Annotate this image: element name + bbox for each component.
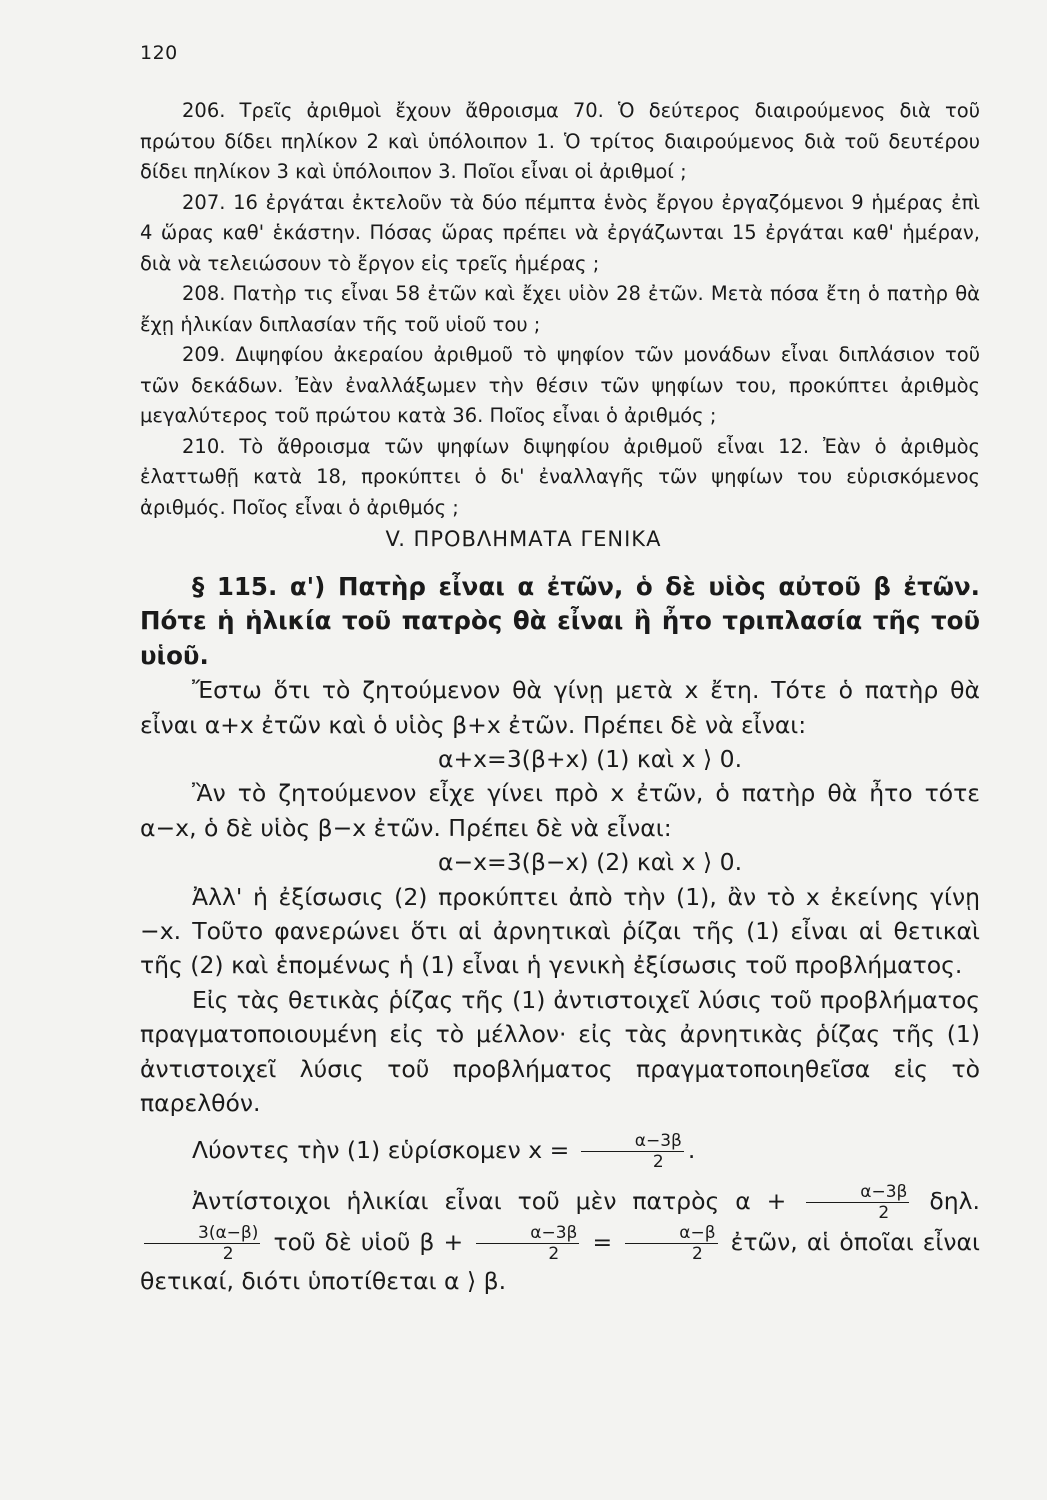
fraction-numerator: α−3β — [476, 1223, 579, 1244]
equation-2: α−x=3(β−x) (2) καὶ x ⟩ 0. — [437, 848, 743, 877]
exercise-207: 207. 16 ἐργάται ἐκτελοῦν τὰ δύο πέμπτα ἑνὸς ἔργου ἐργαζόμενοι 9 ἡμέρας ἐπὶ 4 ὥρας καθ' ἑκάστην. Πόσας ὥρας πρέπει νὰ ἐργάζωνται 15 ἐργάται καθ' ἡμέραν, διὰ νὰ τελειώσουν τὸ ἔργον εἰς τρεῖς ἡμέρας ; — [140, 190, 980, 275]
father-fraction — [806, 1182, 909, 1223]
ages-paragraph — [140, 1182, 980, 1298]
page-number: 120 — [140, 42, 178, 64]
ages-text-father: Ἀντίστοιχοι ἡλικίαι εἶναι τοῦ μὲν πατρὸς α + — [192, 1186, 787, 1215]
chapter-heading: V. ΠΡΟΒΛΗΜΑΤΑ ΓΕΝΙΚΑ — [385, 527, 662, 551]
ages-text-conclusion: ἐτῶν, αἱ ὁποῖαι εἶναι θετικαί, διότι ὑποτίθεται α ⟩ β. — [140, 1227, 980, 1295]
solution-text: Λύοντες τὴν (1) εὑρίσκομεν x = — [192, 1135, 570, 1164]
paragraph-general-equation: Ἀλλ' ἡ ἐξίσωσις (2) προκύπτει ἀπὸ τὴν (1), ἂν τὸ x ἐκείνης γίνῃ −x. Τοῦτο φανερώνει ὅτι αἱ ἀρνητικαὶ ῥίζαι τῆς (1) εἶναι αἱ θετικαὶ τῆς (2) καὶ ἑπομένως ἡ (1) εἶναι ἡ γενικὴ ἐξίσωσις τοῦ προβλήματος. — [140, 882, 980, 980]
fraction-denominator: 2 — [652, 1151, 664, 1172]
exercise-list — [140, 96, 980, 523]
paragraph-past: Ἂν τὸ ζητούμενον εἶχε γίνει πρὸ x ἐτῶν, ὁ πατὴρ θὰ ἦτο τότε α−x, ὁ δὲ υἱὸς β−x ἐτῶν. Πρέπει δὲ νὰ εἶναι: — [140, 779, 980, 842]
exercise-209: 209. Διψηφίου ἀκεραίου ἀριθμοῦ τὸ ψηφίον τῶν μονάδων εἶναι διπλάσιον τοῦ τῶν δεκάδων. Ἐὰν ἐναλλάξωμεν τὴν θέσιν τῶν ψηφίων του, προκύπτει ἀριθμὸς μεγαλύτερος τοῦ πρώτου κατὰ 36. Ποῖος εἶναι ὁ ἀριθμός ; — [140, 343, 980, 427]
son-age-fraction — [625, 1223, 717, 1264]
section-title: § 115. α') Πατὴρ εἶναι α ἐτῶν, ὁ δὲ υἱὸς αὐτοῦ β ἐτῶν. Πότε ἡ ἡλικία τοῦ πατρὸς θὰ εἶναι ἢ ἦτο τριπλασία τῆς τοῦ υἱοῦ. — [140, 572, 980, 670]
son-fraction — [476, 1223, 579, 1264]
fraction-denominator: 2 — [878, 1202, 890, 1223]
equals-sign: = — [592, 1227, 613, 1256]
fraction-numerator: α−3β — [806, 1182, 909, 1203]
exercise-208: 208. Πατὴρ τις εἶναι 58 ἐτῶν καὶ ἔχει υἱὸν 28 ἐτῶν. Μετὰ πόσα ἔτη ὁ πατὴρ θὰ ἔχῃ ἡλικίαν διπλασίαν τῆς τοῦ υἱοῦ του ; — [140, 282, 980, 336]
solution-fraction — [581, 1131, 684, 1172]
fraction-numerator: α−3β — [581, 1131, 684, 1152]
paragraph-roots: Εἰς τὰς θετικὰς ῥίζας τῆς (1) ἀντιστοιχεῖ λύσις τοῦ προβλήματος πραγματοποιουμένη εἰς τὸ μέλλον· εἰς τὰς ἀρνητικὰς ῥίζας τῆς (1) ἀντιστοιχεῖ λύσις τοῦ προβλήματος πραγματοποιηθεῖσα εἰς τὸ παρελθόν. — [140, 985, 980, 1118]
fraction-denominator: 2 — [691, 1243, 703, 1264]
fraction-denominator: 2 — [548, 1243, 560, 1264]
solution-line — [140, 1131, 980, 1172]
ages-text-son: τοῦ δὲ υἱοῦ β + — [273, 1227, 464, 1256]
fraction-numerator: 3(α−β) — [144, 1223, 260, 1244]
solution-end: . — [687, 1135, 696, 1164]
exercise-210: 210. Τὸ ἄθροισμα τῶν ψηφίων διψηφίου ἀριθμοῦ εἶναι 12. Ἐὰν ὁ ἀριθμὸς ἐλαττωθῇ κατὰ 18, προκύπτει ὁ δι' ἐναλλαγῆς τῶν ψηφίων του εὑρισκόμενος ἀριθμός. Ποῖος εἶναι ὁ ἀριθμός ; — [140, 434, 980, 519]
fraction-denominator: 2 — [222, 1243, 234, 1264]
paragraph-future: Ἔστω ὅτι τὸ ζητούμενον θὰ γίνῃ μετὰ x ἔτη. Τότε ὁ πατὴρ θὰ εἶναι α+x ἐτῶν καὶ ὁ υἱὸς β+x ἐτῶν. Πρέπει δὲ νὰ εἶναι: — [140, 676, 980, 739]
fraction-numerator: α−β — [625, 1223, 717, 1244]
equation-1: α+x=3(β+x) (1) καὶ x ⟩ 0. — [437, 745, 743, 774]
exercise-206: 206. Τρεῖς ἀριθμοὶ ἔχουν ἄθροισμα 70. Ὁ δεύτερος διαιρούμενος διὰ τοῦ πρώτου δίδει πηλίκον 2 καὶ ὑπόλοιπον 1. Ὁ τρίτος διαιρούμενος διὰ τοῦ δευτέρου δίδει πηλίκον 3 καὶ ὑπόλοιπον 3. Ποῖοι εἶναι οἱ ἀριθμοί ; — [140, 99, 980, 183]
ages-text-namely: δηλ. — [929, 1186, 980, 1215]
father-age-fraction — [144, 1223, 260, 1264]
section-115 — [140, 570, 980, 1298]
